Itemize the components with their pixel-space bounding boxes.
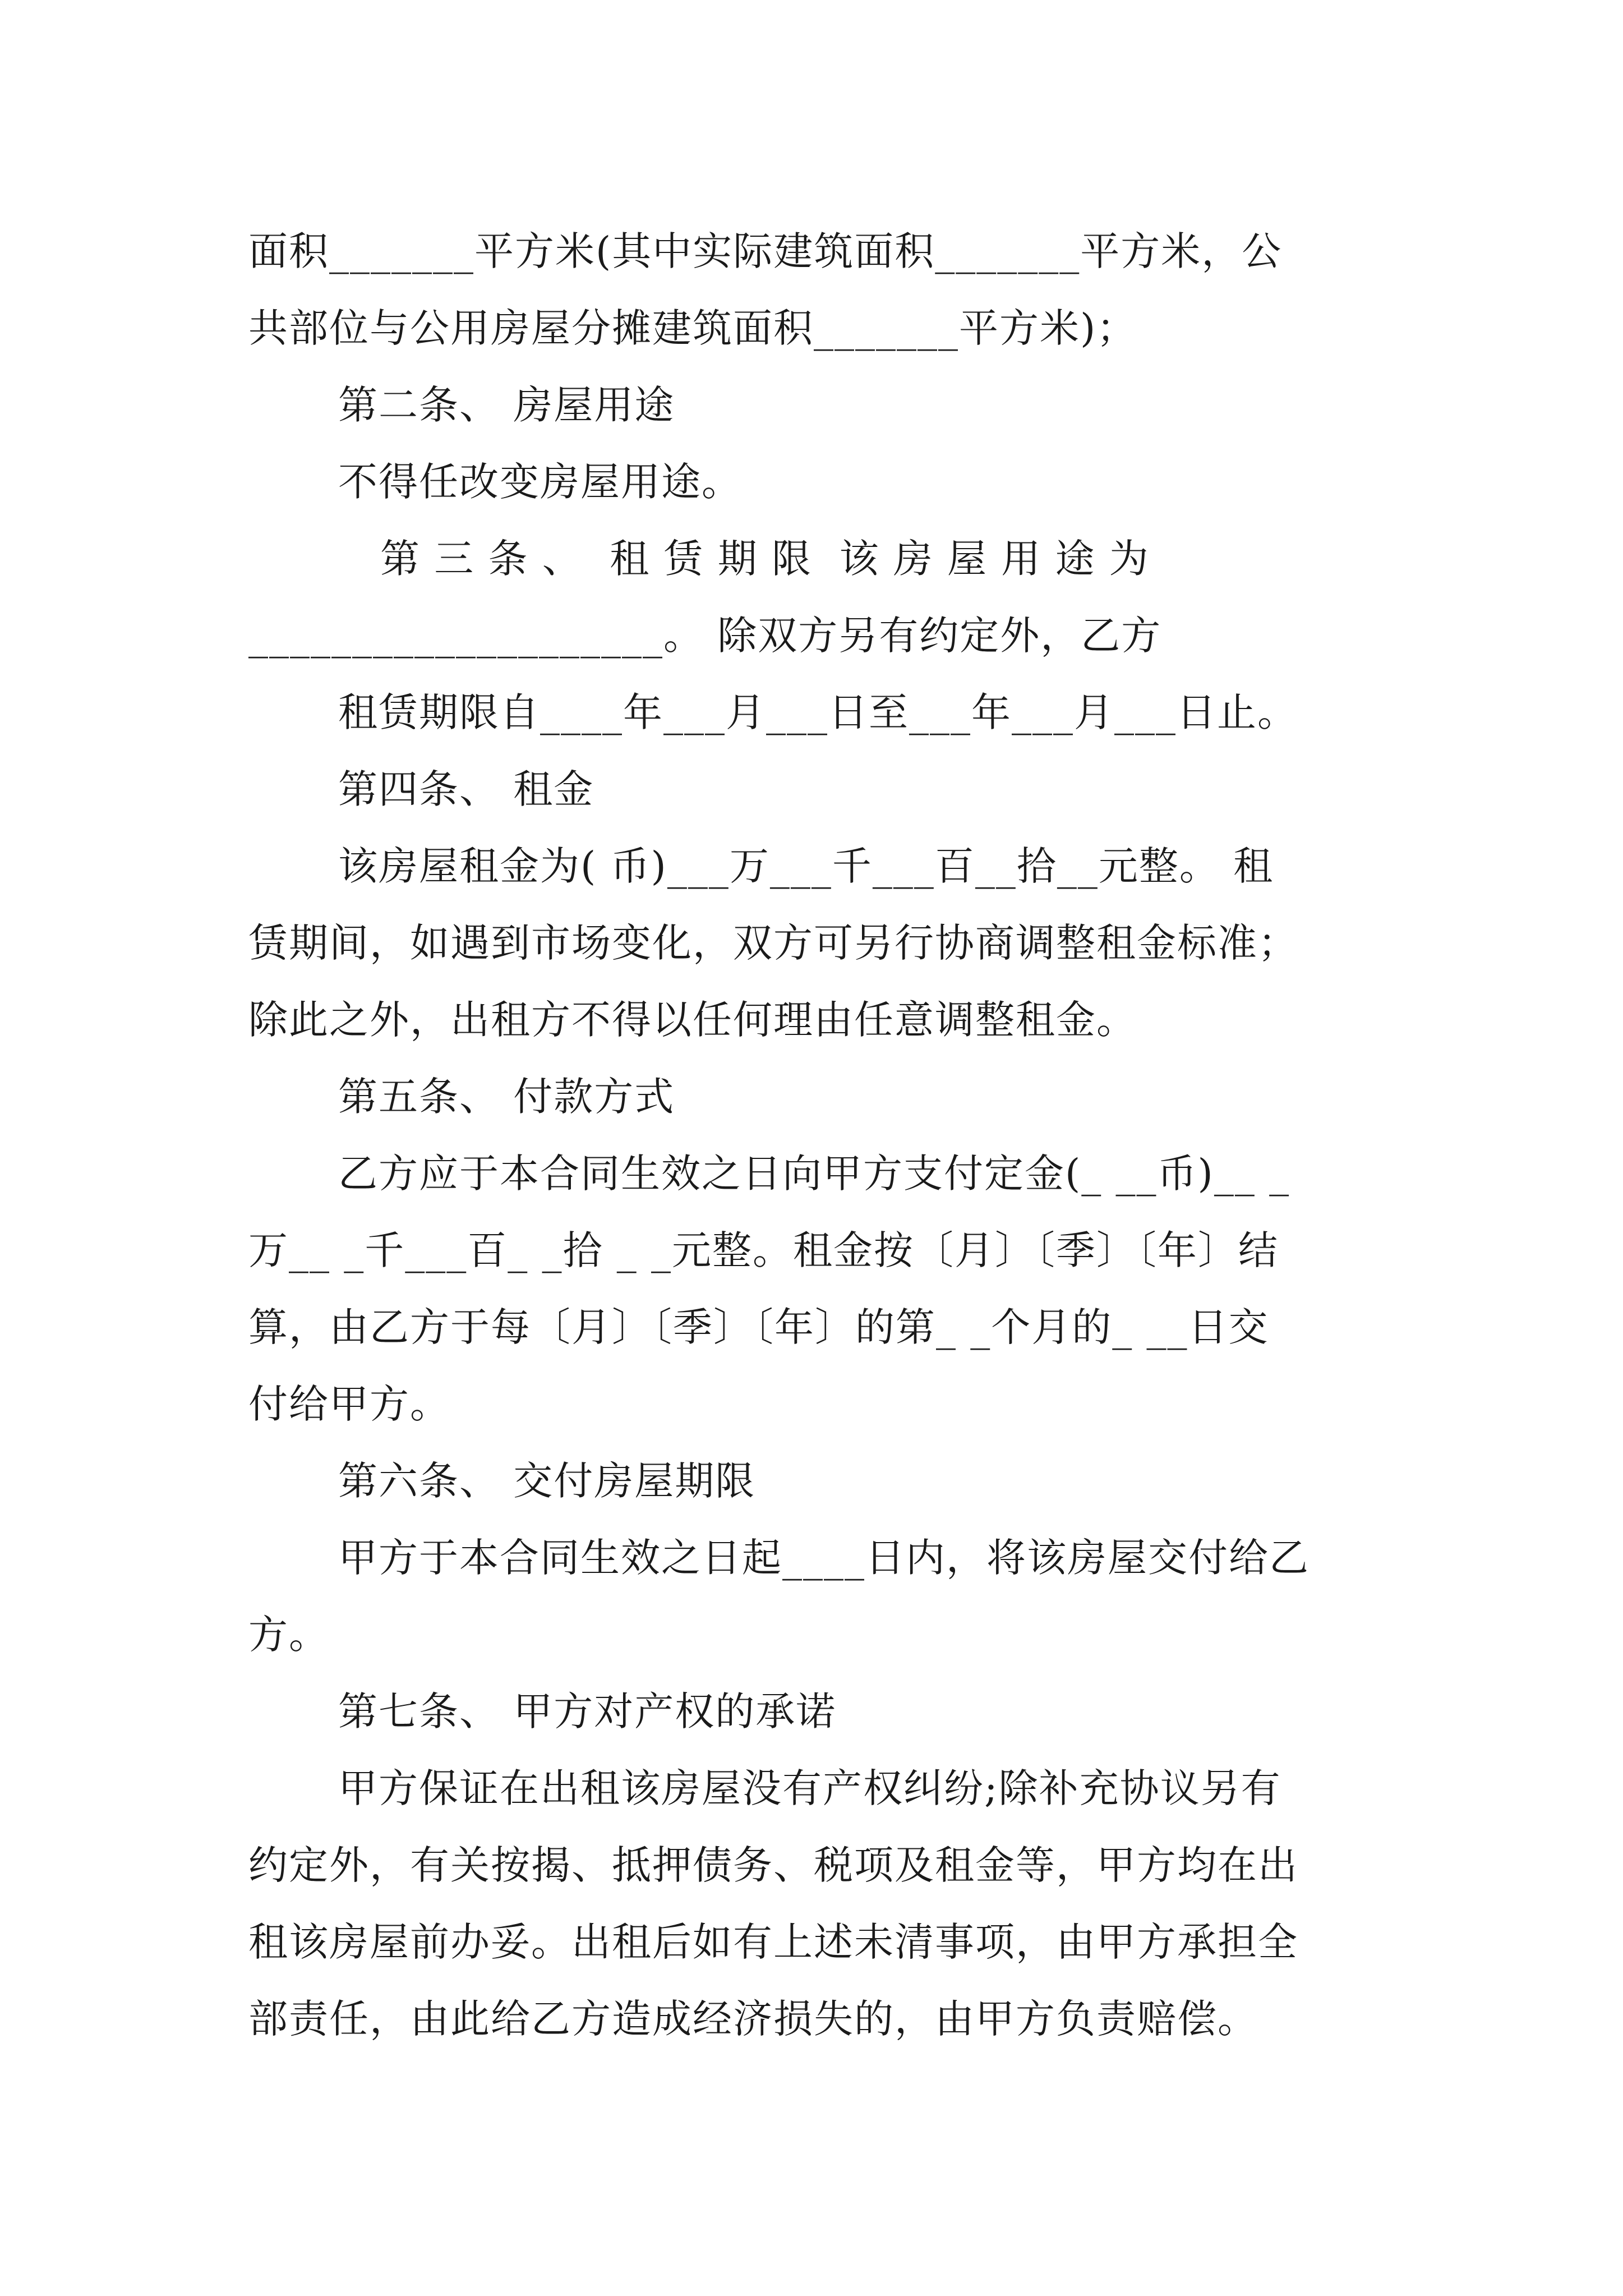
article-heading: 第二条、 房屋用途: [338, 382, 675, 428]
article-heading: 第六条、 交付房屋期限: [338, 1458, 756, 1504]
text-line: 万__ _千___百_ _拾 _ _元整。租金按〔月〕〔季〕〔年〕结: [248, 1227, 1279, 1273]
text-line: 面积_______平方米(其中实际建筑面积_______平方米，公: [248, 228, 1283, 274]
text-line: 方。: [248, 1612, 329, 1658]
text-line: 共部位与公用房屋分摊建筑面积_______平方米)；: [248, 305, 1137, 351]
text-line: 甲方保证在出租该房屋没有产权纠纷;除补充协议另有: [338, 1765, 1281, 1811]
text-line: 租赁期限自____年___月___日至___年___月___日止。: [338, 689, 1298, 735]
text-line: 不得任改变房屋用途。: [338, 459, 742, 505]
text-line: 除此之外，出租方不得以任何理由任意调整租金。: [248, 997, 1137, 1043]
text-line: 付给甲方。: [248, 1381, 450, 1427]
text-line: 约定外，有关按揭、抵押债务、税项及租金等，甲方均在出: [248, 1842, 1298, 1888]
article-heading: 第五条、 付款方式: [338, 1074, 675, 1120]
article-heading: 第四条、 租金: [338, 766, 594, 812]
text-line: ____________________。 除双方另有约定外，乙方: [248, 613, 1162, 659]
contract-body: [248, 213, 1381, 2058]
text-line: 租该房屋前办妥。出租后如有上述未清事项，由甲方承担全: [248, 1919, 1298, 1965]
text-line: 甲方于本合同生效之日起____日内，将该房屋交付给乙: [338, 1535, 1310, 1581]
text-line: 赁期间，如遇到市场变化，双方可另行协商调整租金标准；: [248, 920, 1298, 966]
article-heading: 第 三 条 、 租 赁 期 限 该 房 屋 用 途 为: [380, 536, 1150, 582]
article-heading: 第七条、 甲方对产权的承诺: [338, 1688, 837, 1734]
text-line: 该房屋租金为( 币)___万___千___百__拾__元整。 租: [338, 843, 1274, 889]
text-line: 算，由乙方于每〔月〕〔季〕〔年〕的第_ _个月的_ __日交: [248, 1304, 1269, 1350]
text-line: 部责任，由此给乙方造成经济损失的，由甲方负责赔偿。: [248, 1996, 1258, 2042]
text-line: 乙方应于本合同生效之日向甲方支付定金(_ __币)__ _: [338, 1151, 1290, 1197]
